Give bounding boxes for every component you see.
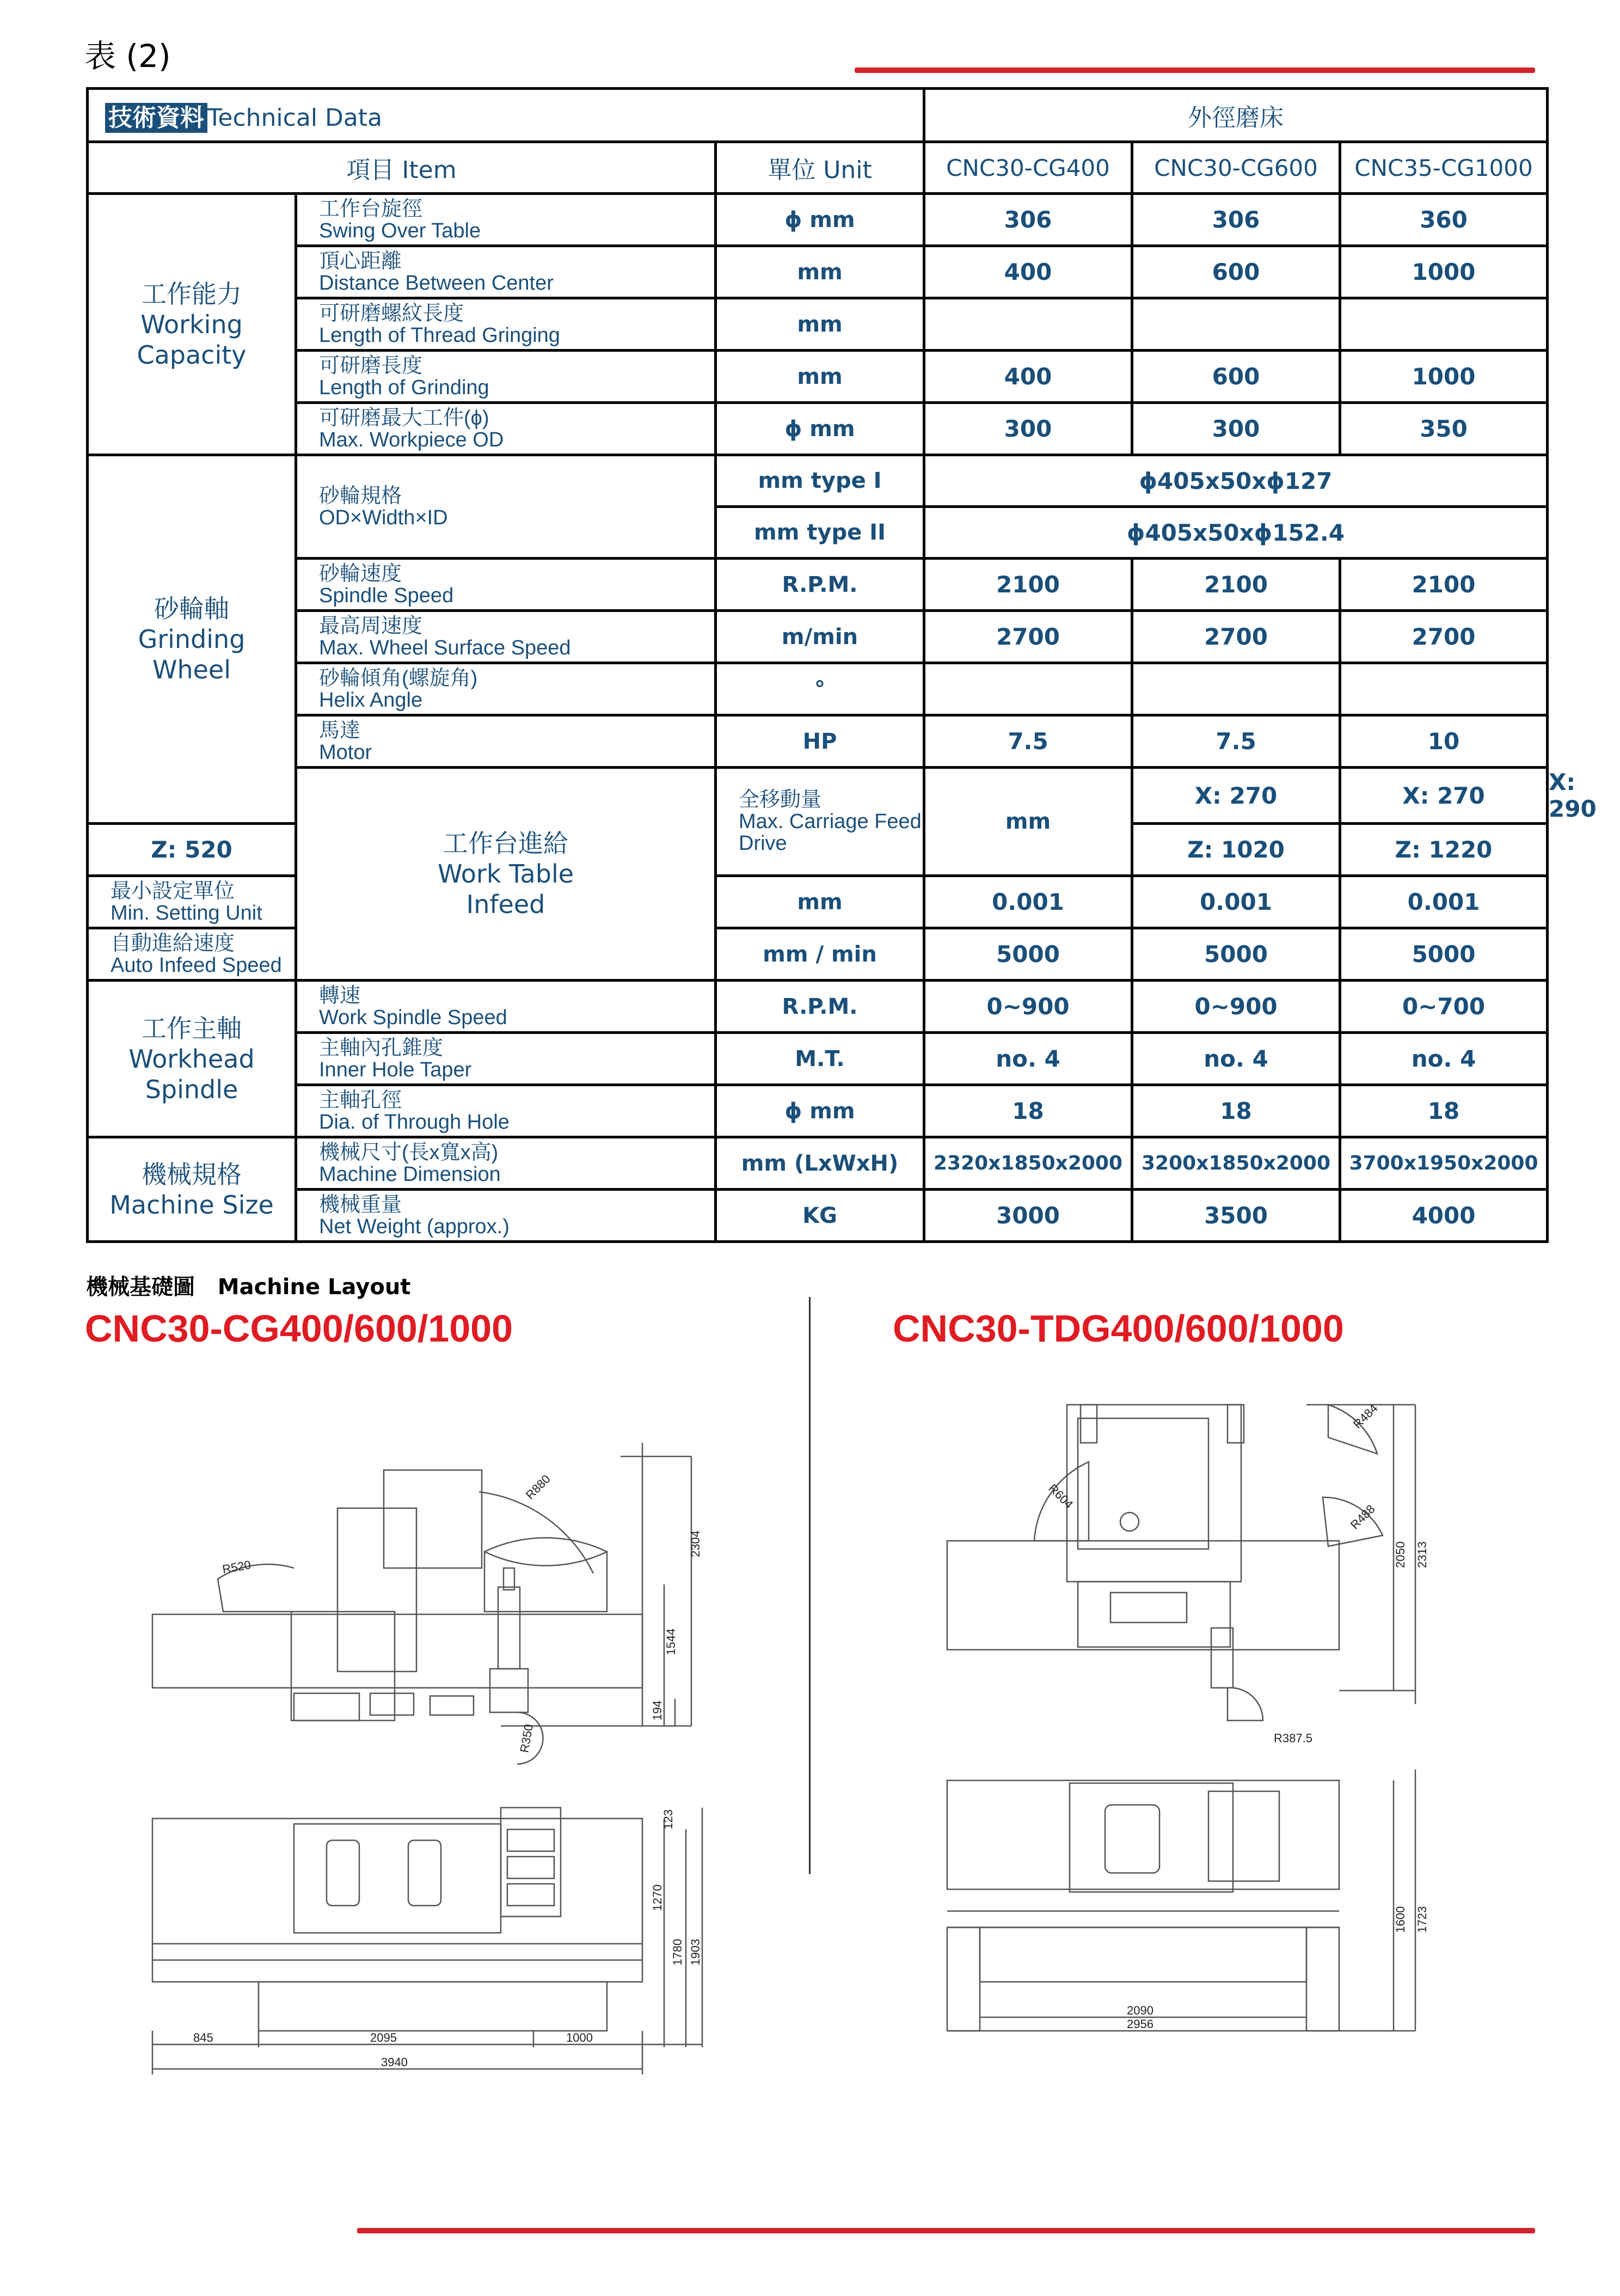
value-cell: 3200x1850x2000 [1132, 1137, 1340, 1190]
top-red-bar [855, 68, 1535, 73]
dim-194: 194 [651, 1700, 664, 1721]
machine-layout-label: 機械基礎圖 Machine Layout [86, 1275, 411, 1300]
value-cell: X: 270 [1340, 768, 1548, 824]
value-cell: 2100 [924, 559, 1132, 611]
dim-1600: 1600 [1394, 1906, 1407, 1933]
unit-motor: HP [716, 715, 924, 768]
dim-r350: R350 [517, 1723, 536, 1754]
dim-r520: R520 [221, 1558, 252, 1576]
item-weight: 機械重量 Net Weight (approx.) [296, 1190, 716, 1242]
value-cell: 3700x1950x2000 [1340, 1137, 1548, 1190]
unit-taper: M.T. [716, 1033, 924, 1085]
dim-1903: 1903 [689, 1939, 702, 1966]
model-header-1: CNC30-CG400 [924, 142, 1132, 194]
value-cell: 3500 [1132, 1190, 1340, 1242]
value-cell: 0.001 [924, 876, 1132, 928]
value-wheel-type-2: ϕ405x50xϕ152.4 [924, 507, 1548, 559]
value-cell: 360 [1340, 194, 1548, 246]
value-cell [1340, 663, 1548, 715]
dim-1723: 1723 [1415, 1906, 1429, 1933]
value-cell: 400 [924, 351, 1132, 403]
technical-data-table: 技術資料 Technical Data 外徑磨床 項目 Item 單位 Unit CNC30-CG400 CNC30-CG600 CNC35-CG1000 工作能力 Working Capacity 工作台旋徑 Swing Over Table ϕ mm 306 306 360 頂心距離 Distance Between Center mm 400 600 1000 可研磨螺紋長度 Length of Thread Gringing mm 可研磨長度 Length of Grinding mm 400 600 1000 可研磨最大工件(ϕ) Max. Workpiece OD ϕ mm 300 300 350 砂輪軸 Grinding Wheel 砂輪規格 OD×Width×ID mm type I ϕ405x50xϕ127 mm type II ϕ405x50xϕ152.4 砂輪速度 Spindle Speed R.P.M. 2100 2100 2100 最高周速度 Max. Wheel Surface Speed m/min 2700 2700 2700 砂輪傾角(螺旋角) Helix Angle ° 馬達 Motor HP 7.5 7.5 10 工作台進給 Work Table Infeed 全移動量 Max. Carriage Feed Drive mm X: 270 X: 270 X: 290 Z: 520 Z: 1020 Z: 1220 最小設定單位 Min. Setting Unit mm 0.001 0.001 0.001 自動進給速度 Auto Infeed Speed mm / min 5000 5000 5000 工作主軸 Workhead Spindle 轉速 Work Spindle Speed R.P.M. 0~900 0~900 0~700 主軸內孔錐度 Inner Hole Taper M.T. no. 4 no. 4 no. 4 主軸孔徑 Dia. of Through Hole ϕ mm 18 18 18 機械規格 Machine Size 機械尺寸(長x寬x高) Machine Dimension mm (LxWxH) 2320x1850x2000 3200x1850x2000 3700x1950x2000 機械重量 Net Weight (approx.) KG 3000 3500 4000 [86, 87, 1549, 1243]
technical-data-label: Technical Data [207, 103, 383, 132]
value-cell: 7.5 [924, 715, 1132, 768]
group-working-capacity: 工作能力 Working Capacity [88, 194, 296, 455]
table-title-cell [88, 89, 924, 142]
value-cell: Z: 1020 [1132, 824, 1340, 876]
value-cell: 400 [924, 246, 1132, 298]
left-machine-layout-drawing [142, 1394, 762, 2080]
unit-swing: ϕ mm [716, 194, 924, 246]
dim-1780: 1780 [671, 1939, 684, 1966]
value-cell: no. 4 [1340, 1033, 1548, 1085]
item-work-speed: 轉速 Work Spindle Speed [296, 981, 716, 1033]
group-machine-size: 機械規格 Machine Size [88, 1137, 296, 1242]
item-dimension: 機械尺寸(長x寬x高) Machine Dimension [296, 1137, 716, 1190]
value-cell: 2100 [1340, 559, 1548, 611]
item-spindle-speed: 砂輪速度 Spindle Speed [296, 559, 716, 611]
item-header: 項目 Item [88, 142, 716, 194]
unit-header: 單位 Unit [716, 142, 924, 194]
value-cell: 18 [1340, 1085, 1548, 1137]
dim-r488: R488 [1347, 1502, 1378, 1532]
dim-2313: 2313 [1415, 1541, 1429, 1568]
unit-auto-infeed: mm / min [716, 928, 924, 981]
value-cell: 5000 [1132, 928, 1340, 981]
dim-r604: R604 [1046, 1481, 1076, 1511]
unit-weight: KG [716, 1190, 924, 1242]
item-setting-unit: 最小設定單位 Min. Setting Unit [88, 876, 296, 928]
value-cell: 0~900 [1132, 981, 1340, 1033]
item-feed-drive: 全移動量 Max. Carriage Feed Drive [716, 768, 924, 876]
dim-3940: 3940 [381, 2055, 408, 2069]
item-through-hole: 主軸孔徑 Dia. of Through Hole [296, 1085, 716, 1137]
unit-thread: mm [716, 298, 924, 351]
value-cell: Z: 520 [88, 824, 296, 876]
dim-2095: 2095 [370, 2031, 397, 2044]
item-surface-speed: 最高周速度 Max. Wheel Surface Speed [296, 611, 716, 663]
unit-dimension: mm (LxWxH) [716, 1137, 924, 1190]
item-thread: 可研磨螺紋長度 Length of Thread Gringing [296, 298, 716, 351]
value-cell: 300 [924, 403, 1132, 455]
unit-wheel-type-2: mm type II [716, 507, 924, 559]
page-label: 表 (2) [84, 38, 171, 75]
value-cell: 0.001 [1340, 876, 1548, 928]
technical-data-tag: 技術資料 [105, 103, 207, 133]
value-cell [924, 298, 1132, 351]
dim-r880: R880 [523, 1472, 553, 1502]
value-cell: no. 4 [1132, 1033, 1340, 1085]
value-cell: 2320x1850x2000 [924, 1137, 1132, 1190]
value-cell: 5000 [1340, 928, 1548, 981]
left-model-title: CNC30-CG400/600/1000 [85, 1307, 513, 1350]
value-cell: 5000 [924, 928, 1132, 981]
dim-2050: 2050 [1394, 1541, 1407, 1568]
group-workhead-spindle: 工作主軸 Workhead Spindle [88, 981, 296, 1137]
unit-max-od: ϕ mm [716, 403, 924, 455]
value-cell: 2700 [924, 611, 1132, 663]
item-max-od: 可研磨最大工件(ϕ) Max. Workpiece OD [296, 403, 716, 455]
value-cell: 300 [1132, 403, 1340, 455]
value-cell: 306 [924, 194, 1132, 246]
item-motor: 馬達 Motor [296, 715, 716, 768]
section-divider [809, 1297, 811, 1874]
value-cell: 7.5 [1132, 715, 1340, 768]
dim-1000: 1000 [566, 2031, 593, 2044]
category-header: 外徑磨床 [924, 89, 1548, 142]
bottom-red-bar [357, 2228, 1535, 2233]
dim-1270: 1270 [651, 1884, 664, 1911]
value-cell: 0.001 [1132, 876, 1340, 928]
unit-wheel-type-1: mm type I [716, 455, 924, 507]
value-wheel-type-1: ϕ405x50xϕ127 [924, 455, 1548, 507]
item-swing: 工作台旋徑 Swing Over Table [296, 194, 716, 246]
item-grinding-length: 可研磨長度 Length of Grinding [296, 351, 716, 403]
item-distance: 頂心距離 Distance Between Center [296, 246, 716, 298]
value-cell: 2100 [1132, 559, 1340, 611]
value-cell: 4000 [1340, 1190, 1548, 1242]
value-cell: 600 [1132, 351, 1340, 403]
group-work-table-infeed: 工作台進給 Work Table Infeed [296, 768, 716, 981]
value-cell: no. 4 [924, 1033, 1132, 1085]
unit-setting-unit: mm [716, 876, 924, 928]
value-cell [1340, 298, 1548, 351]
item-taper: 主軸內孔錐度 Inner Hole Taper [296, 1033, 716, 1085]
value-cell: Z: 1220 [1340, 824, 1548, 876]
unit-helix-angle: ° [716, 663, 924, 715]
value-cell: 10 [1340, 715, 1548, 768]
value-cell: 350 [1340, 403, 1548, 455]
dim-1544: 1544 [664, 1628, 678, 1655]
value-cell: 18 [924, 1085, 1132, 1137]
right-machine-layout-drawing [925, 1388, 1535, 2064]
dim-845: 845 [193, 2031, 213, 2044]
model-header-2: CNC30-CG600 [1132, 142, 1340, 194]
value-cell: 0~900 [924, 981, 1132, 1033]
value-cell [1132, 298, 1340, 351]
item-auto-infeed: 自動進給速度 Auto Infeed Speed [88, 928, 296, 981]
dim-2304: 2304 [689, 1530, 702, 1557]
value-cell [1132, 663, 1340, 715]
model-header-3: CNC35-CG1000 [1340, 142, 1548, 194]
unit-feed-drive: mm [924, 768, 1132, 876]
value-cell: 600 [1132, 246, 1340, 298]
unit-work-speed: R.P.M. [716, 981, 924, 1033]
value-cell: 2700 [1340, 611, 1548, 663]
unit-surface-speed: m/min [716, 611, 924, 663]
value-cell: 2700 [1132, 611, 1340, 663]
value-cell: 1000 [1340, 246, 1548, 298]
value-cell: 18 [1132, 1085, 1340, 1137]
item-helix-angle: 砂輪傾角(螺旋角) Helix Angle [296, 663, 716, 715]
value-cell [924, 663, 1132, 715]
unit-distance: mm [716, 246, 924, 298]
dim-r387: R387.5 [1274, 1731, 1312, 1745]
unit-through-hole: ϕ mm [716, 1085, 924, 1137]
value-cell: 3000 [924, 1190, 1132, 1242]
value-cell: 1000 [1340, 351, 1548, 403]
group-grinding-wheel: 砂輪軸 Grinding Wheel [88, 455, 296, 824]
dim-123: 123 [661, 1809, 675, 1829]
dim-2956: 2956 [1127, 2017, 1153, 2031]
unit-spindle-speed: R.P.M. [716, 559, 924, 611]
unit-grinding-length: mm [716, 351, 924, 403]
value-cell: 0~700 [1340, 981, 1548, 1033]
dim-2090: 2090 [1127, 2004, 1153, 2017]
value-cell: X: 270 [1132, 768, 1340, 824]
item-wheel-spec: 砂輪規格 OD×Width×ID [296, 455, 716, 559]
value-cell: 306 [1132, 194, 1340, 246]
right-model-title: CNC30-TDG400/600/1000 [893, 1307, 1344, 1350]
dim-r484: R484 [1350, 1401, 1380, 1431]
